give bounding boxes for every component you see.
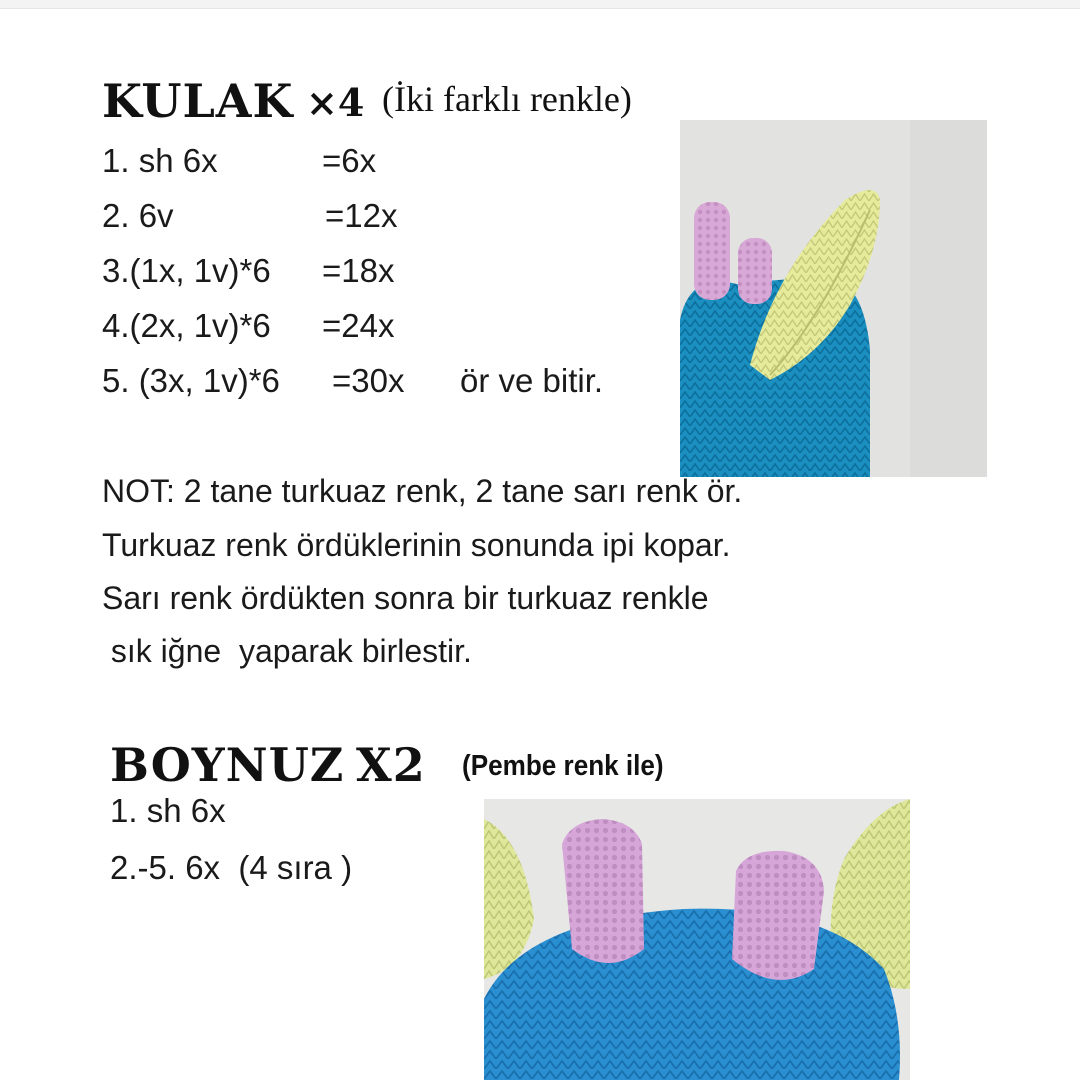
kulak-color-note: (İki farklı renkle) [382, 79, 632, 119]
note-line-3: Sarı renk ördükten sonra bir turkuaz renkle [102, 580, 709, 616]
kulak-row-3-step: 3.(1x, 1v)*6 [102, 252, 271, 289]
kulak-row-4-count: =24x [322, 307, 395, 344]
boynuz-title: BOYNUZ [110, 738, 345, 792]
boynuz-photo-illustration [484, 799, 910, 1080]
kulak-row-2-step: 2. 6v [102, 197, 174, 234]
kulak-row-1-count: =6x [322, 142, 377, 179]
kulak-row-1-step: 1. sh 6x [102, 142, 218, 179]
top-divider [0, 0, 1080, 9]
boynuz-multiplier: X2 [356, 738, 426, 792]
kulak-multiplier: ×4 [306, 80, 365, 125]
note-line-1: NOT: 2 tane turkuaz renk, 2 tane sarı renk ör. [102, 473, 743, 509]
kulak-title: KULAK [102, 74, 294, 128]
kulak-row-5-extra: ör ve bitir. [460, 362, 604, 399]
note-line-4: sık iğne yaparak birlestir. [102, 633, 472, 669]
kulak-photo-illustration [680, 120, 987, 477]
kulak-row-2-count: =12x [325, 197, 398, 234]
kulak-photo [680, 120, 987, 477]
boynuz-color-note: (Pembe renk ile) [462, 750, 664, 782]
kulak-row-3-count: =18x [322, 252, 395, 289]
boynuz-row-1: 1. sh 6x [110, 792, 226, 829]
boynuz-photo [484, 799, 910, 1080]
note-line-2: Turkuaz renk ördüklerinin sonunda ipi kopar. [102, 527, 731, 563]
kulak-row-5-count: =30x [332, 362, 405, 399]
boynuz-row-2: 2.-5. 6x (4 sıra ) [110, 849, 353, 886]
kulak-row-5-step: 5. (3x, 1v)*6 [102, 362, 280, 399]
kulak-row-4-step: 4.(2x, 1v)*6 [102, 307, 271, 344]
